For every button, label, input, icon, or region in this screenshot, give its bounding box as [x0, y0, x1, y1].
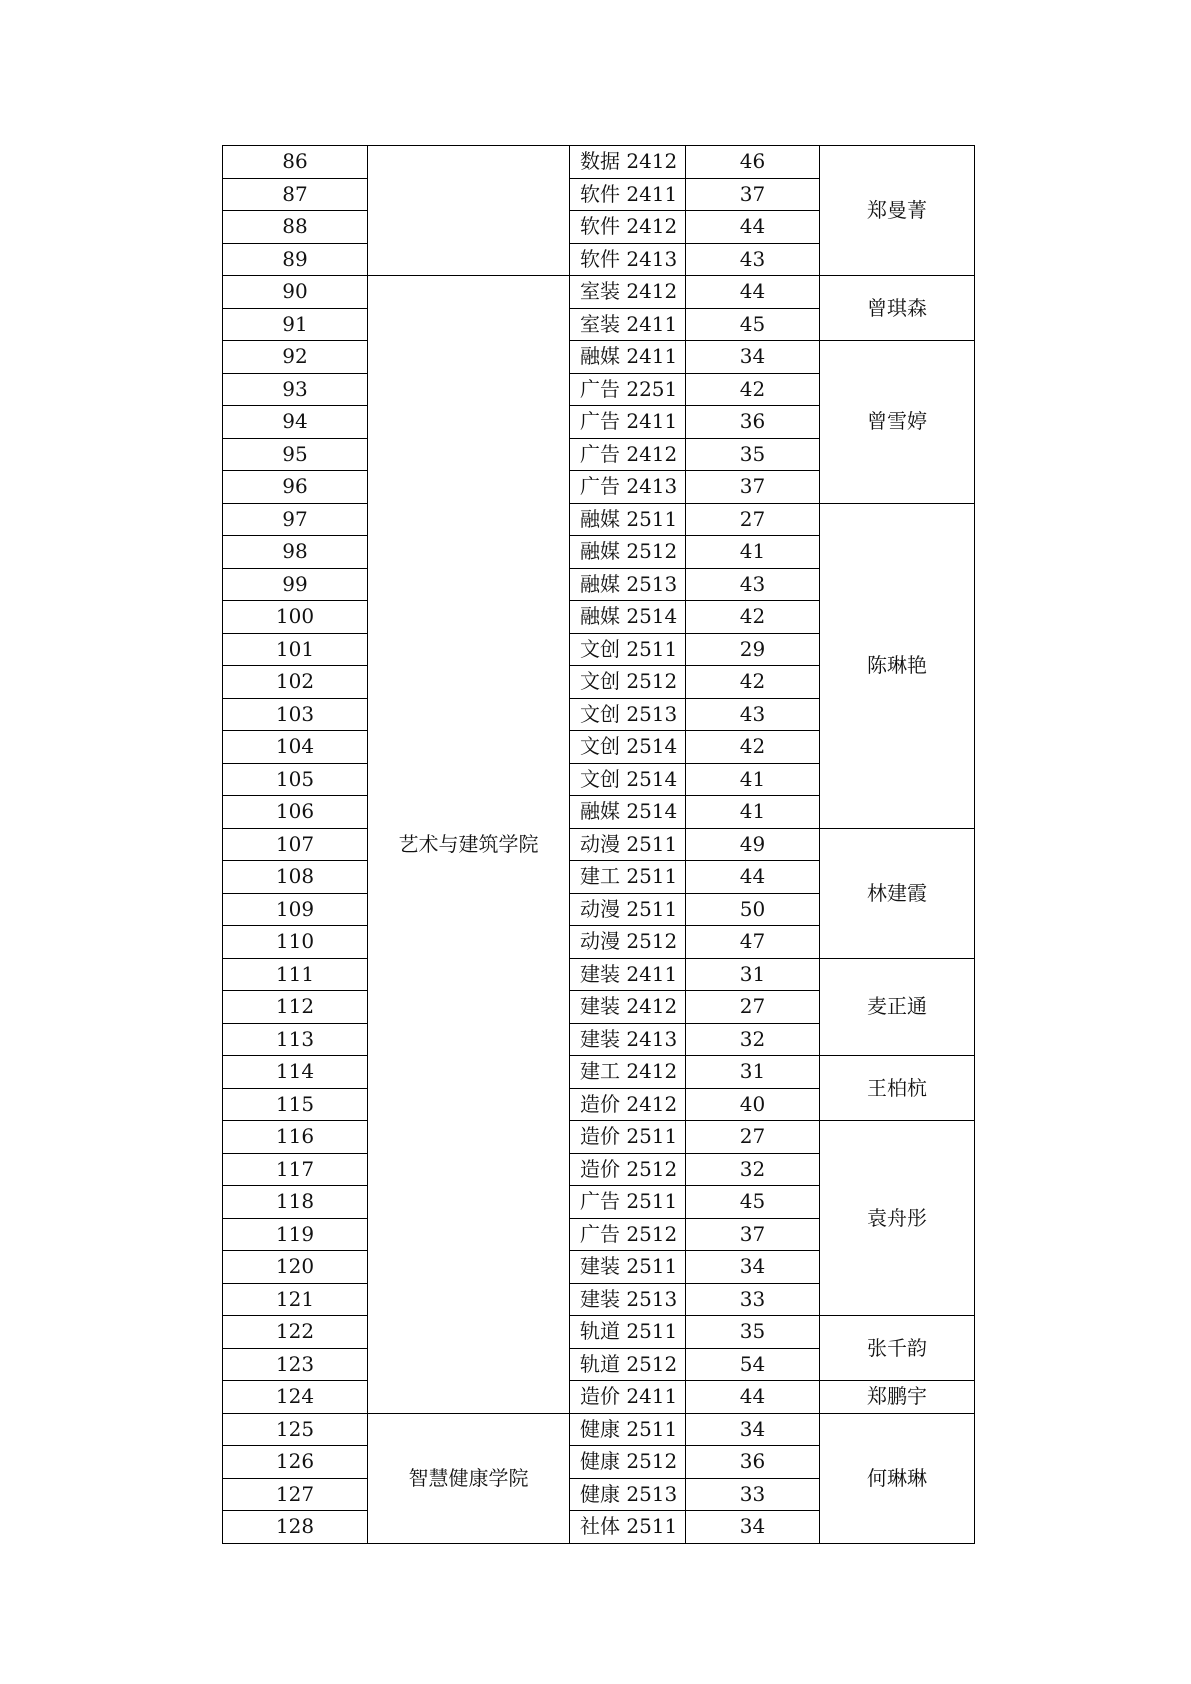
table-row [223, 1121, 975, 1154]
row-number: 109 [223, 893, 368, 926]
class-assignment-table [222, 145, 975, 1544]
class-name-cell: 建装 2412 [570, 991, 686, 1024]
student-count-cell: 43 [686, 243, 820, 276]
student-count-cell: 47 [686, 926, 820, 959]
row-number: 118 [223, 1186, 368, 1219]
row-number: 96 [223, 471, 368, 504]
row-number: 105 [223, 763, 368, 796]
row-number: 120 [223, 1251, 368, 1284]
college-cell: 智慧健康学院 [368, 1413, 570, 1543]
teacher-cell: 何琳琳 [820, 1413, 975, 1543]
college-cell [368, 146, 570, 276]
student-count-cell: 49 [686, 828, 820, 861]
student-count-cell: 44 [686, 1381, 820, 1414]
table-row [223, 503, 975, 536]
table-row [223, 276, 975, 309]
row-number: 88 [223, 211, 368, 244]
teacher-cell: 袁舟彤 [820, 1121, 975, 1316]
teacher-cell: 王柏杭 [820, 1056, 975, 1121]
student-count-cell: 34 [686, 1413, 820, 1446]
student-count-cell: 42 [686, 373, 820, 406]
student-count-cell: 32 [686, 1023, 820, 1056]
teacher-cell: 郑曼菁 [820, 146, 975, 276]
class-name-cell: 健康 2511 [570, 1413, 686, 1446]
class-name-cell: 软件 2413 [570, 243, 686, 276]
row-number: 97 [223, 503, 368, 536]
table-row [223, 958, 975, 991]
class-name-cell: 文创 2514 [570, 731, 686, 764]
row-number: 101 [223, 633, 368, 666]
teacher-cell: 麦正通 [820, 958, 975, 1056]
row-number: 128 [223, 1511, 368, 1544]
class-name-cell: 轨道 2511 [570, 1316, 686, 1349]
class-name-cell: 广告 2412 [570, 438, 686, 471]
teacher-cell: 曾雪婷 [820, 341, 975, 504]
student-count-cell: 40 [686, 1088, 820, 1121]
student-count-cell: 44 [686, 276, 820, 309]
class-name-cell: 动漫 2511 [570, 893, 686, 926]
student-count-cell: 41 [686, 796, 820, 829]
student-count-cell: 42 [686, 666, 820, 699]
student-count-cell: 36 [686, 1446, 820, 1479]
class-name-cell: 软件 2411 [570, 178, 686, 211]
class-name-cell: 造价 2411 [570, 1381, 686, 1414]
teacher-cell: 郑鹏宇 [820, 1381, 975, 1414]
class-name-cell: 文创 2513 [570, 698, 686, 731]
row-number: 111 [223, 958, 368, 991]
class-name-cell: 建装 2511 [570, 1251, 686, 1284]
row-number: 117 [223, 1153, 368, 1186]
class-name-cell: 软件 2412 [570, 211, 686, 244]
row-number: 98 [223, 536, 368, 569]
table-row [223, 1413, 975, 1446]
row-number: 126 [223, 1446, 368, 1479]
student-count-cell: 31 [686, 958, 820, 991]
row-number: 86 [223, 146, 368, 179]
row-number: 110 [223, 926, 368, 959]
class-name-cell: 广告 2413 [570, 471, 686, 504]
row-number: 127 [223, 1478, 368, 1511]
student-count-cell: 37 [686, 471, 820, 504]
row-number: 114 [223, 1056, 368, 1089]
student-count-cell: 37 [686, 178, 820, 211]
table-row [223, 828, 975, 861]
class-name-cell: 轨道 2512 [570, 1348, 686, 1381]
class-name-cell: 广告 2251 [570, 373, 686, 406]
class-name-cell: 造价 2512 [570, 1153, 686, 1186]
student-count-cell: 41 [686, 536, 820, 569]
college-cell: 艺术与建筑学院 [368, 276, 570, 1414]
row-number: 87 [223, 178, 368, 211]
table-body [223, 146, 975, 1544]
class-name-cell: 建装 2513 [570, 1283, 686, 1316]
student-count-cell: 46 [686, 146, 820, 179]
row-number: 102 [223, 666, 368, 699]
student-count-cell: 45 [686, 1186, 820, 1219]
class-name-cell: 文创 2511 [570, 633, 686, 666]
row-number: 100 [223, 601, 368, 634]
student-count-cell: 43 [686, 698, 820, 731]
row-number: 95 [223, 438, 368, 471]
teacher-cell: 陈琳艳 [820, 503, 975, 828]
student-count-cell: 27 [686, 1121, 820, 1154]
class-name-cell: 建工 2412 [570, 1056, 686, 1089]
row-number: 113 [223, 1023, 368, 1056]
row-number: 122 [223, 1316, 368, 1349]
student-count-cell: 27 [686, 503, 820, 536]
row-number: 90 [223, 276, 368, 309]
student-count-cell: 50 [686, 893, 820, 926]
row-number: 119 [223, 1218, 368, 1251]
row-number: 106 [223, 796, 368, 829]
class-name-cell: 建装 2413 [570, 1023, 686, 1056]
row-number: 112 [223, 991, 368, 1024]
class-name-cell: 广告 2512 [570, 1218, 686, 1251]
row-number: 94 [223, 406, 368, 439]
class-name-cell: 动漫 2511 [570, 828, 686, 861]
teacher-cell: 林建霞 [820, 828, 975, 958]
student-count-cell: 27 [686, 991, 820, 1024]
row-number: 124 [223, 1381, 368, 1414]
class-name-cell: 健康 2512 [570, 1446, 686, 1479]
class-name-cell: 数据 2412 [570, 146, 686, 179]
class-name-cell: 融媒 2514 [570, 601, 686, 634]
row-number: 116 [223, 1121, 368, 1154]
student-count-cell: 45 [686, 308, 820, 341]
class-name-cell: 建装 2411 [570, 958, 686, 991]
row-number: 91 [223, 308, 368, 341]
student-count-cell: 42 [686, 601, 820, 634]
class-name-cell: 文创 2514 [570, 763, 686, 796]
teacher-cell: 张千韵 [820, 1316, 975, 1381]
class-name-cell: 室装 2411 [570, 308, 686, 341]
student-count-cell: 31 [686, 1056, 820, 1089]
student-count-cell: 33 [686, 1283, 820, 1316]
row-number: 125 [223, 1413, 368, 1446]
student-count-cell: 36 [686, 406, 820, 439]
table-row [223, 1381, 975, 1414]
class-name-cell: 文创 2512 [570, 666, 686, 699]
class-name-cell: 融媒 2514 [570, 796, 686, 829]
class-name-cell: 室装 2412 [570, 276, 686, 309]
student-count-cell: 33 [686, 1478, 820, 1511]
row-number: 104 [223, 731, 368, 764]
row-number: 89 [223, 243, 368, 276]
student-count-cell: 32 [686, 1153, 820, 1186]
row-number: 123 [223, 1348, 368, 1381]
teacher-cell: 曾琪森 [820, 276, 975, 341]
class-name-cell: 健康 2513 [570, 1478, 686, 1511]
student-count-cell: 42 [686, 731, 820, 764]
class-name-cell: 动漫 2512 [570, 926, 686, 959]
table-row [223, 1316, 975, 1349]
student-count-cell: 34 [686, 341, 820, 374]
class-name-cell: 融媒 2511 [570, 503, 686, 536]
row-number: 107 [223, 828, 368, 861]
class-name-cell: 广告 2511 [570, 1186, 686, 1219]
student-count-cell: 37 [686, 1218, 820, 1251]
row-number: 103 [223, 698, 368, 731]
table-row [223, 341, 975, 374]
class-name-cell: 融媒 2411 [570, 341, 686, 374]
student-count-cell: 44 [686, 861, 820, 894]
table-row [223, 1056, 975, 1089]
row-number: 93 [223, 373, 368, 406]
row-number: 99 [223, 568, 368, 601]
class-name-cell: 融媒 2512 [570, 536, 686, 569]
row-number: 115 [223, 1088, 368, 1121]
student-count-cell: 41 [686, 763, 820, 796]
student-count-cell: 44 [686, 211, 820, 244]
class-name-cell: 造价 2412 [570, 1088, 686, 1121]
student-count-cell: 34 [686, 1511, 820, 1544]
student-count-cell: 34 [686, 1251, 820, 1284]
student-count-cell: 29 [686, 633, 820, 666]
class-name-cell: 广告 2411 [570, 406, 686, 439]
class-name-cell: 社体 2511 [570, 1511, 686, 1544]
table-row [223, 146, 975, 179]
row-number: 121 [223, 1283, 368, 1316]
student-count-cell: 35 [686, 1316, 820, 1349]
row-number: 108 [223, 861, 368, 894]
class-name-cell: 造价 2511 [570, 1121, 686, 1154]
class-name-cell: 建工 2511 [570, 861, 686, 894]
student-count-cell: 54 [686, 1348, 820, 1381]
student-count-cell: 43 [686, 568, 820, 601]
row-number: 92 [223, 341, 368, 374]
student-count-cell: 35 [686, 438, 820, 471]
class-name-cell: 融媒 2513 [570, 568, 686, 601]
